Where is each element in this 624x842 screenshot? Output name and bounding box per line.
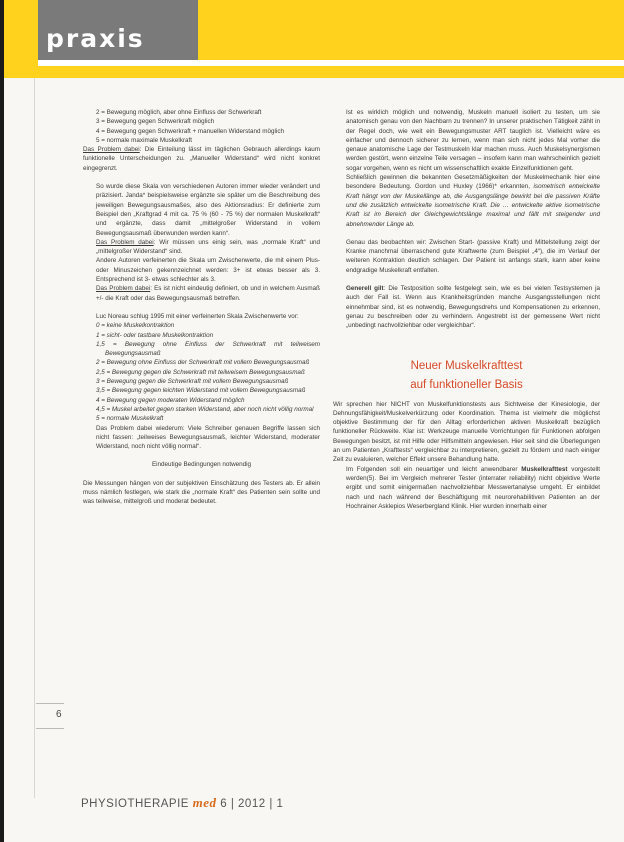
scale-item: 5 = normale maximale Muskelkraft [96,136,193,144]
scan-edge [0,0,4,842]
problem-label: Das Problem dabei [96,285,151,293]
noreau-item: 3 = Bewegung gegen die Schwerkraft mit vollem Bewegungsausmaß [96,378,289,386]
noreau-item: 2,5 = Bewegung gegen die Schwerkraft mit teilweisem Bewegungsausmaß [96,368,305,376]
scale-item: 3 = Bewegung gegen Schwerkraft möglich [96,118,215,126]
body-paragraph: Die Messungen hängen von der subjektiven Einschätzung des Testers ab. Er allein muss nämlich festlegen, wie stark die „normale Kraft“ des Patienten sein sollte und was teilweise, mittelgroß und moderat bedeutet. [83,479,320,506]
problem-text: : Es ist nicht eindeutig definiert, ob und in welchem Ausmaß +/- die Kraft oder das Bewegungsausmaß betreffen. [96,285,320,302]
noreau-item: 3,5 = Bewegung gegen leichten Widerstand mit vollem Bewegungsausmaß [96,387,306,395]
body-paragraph: Das Problem dabei wiederum: Viele Schreiber genauen Begriffe lassen sich nicht fassen: „teilweises Bewegungsausmaß, leichter Widerstand, moderater Widerstand, noch nicht völlig normal“. [96,424,320,451]
issue-info: 6 | 2012 | 1 [220,798,284,810]
paragraph-text: vorgestellt werden(5). Bei im Vergleich mehrerer Tester (interrater reliability) nicht objektive Werte ergibt und somit einigermaßen nachvollziehbar Messwertanalyse umgeht. Er einbildet nach und nach während der Beschäftigung mit neurorehabilitiven Patienten an der Hochrainer Asklepios Weserbergland Klinik. Hier wurden innerhalb einer [346,465,600,510]
noreau-item: 5 = normale Muskelkraft [96,415,164,423]
paragraph-text: : Die Testposition sollte festgelegt sein, wie es bei vielen Testsystemen ja auch der Fall ist. Wenn aus Krankheitsgründen manche Ausgangsstellungen nicht einnehmbar sind, ist es notwendig, Bewegungsdrehs und Kompensationen zu erkennen, genau zu beschreiben oder zu verhindern. Angestrebt ist der gemessene Wert nicht „unbedingt nachvollziehbar oder vergleichbar“. [346,285,600,330]
header-divider [38,60,624,66]
problem-paragraph [83,284,320,303]
body-paragraph: Wir sprechen hier NICHT von Muskelfunktionstests aus Sichtweise der Kinesiologie, der Dehnungsfähigkeit/Muskelverkürzung oder Koordination. Thema ist vielmehr die möglichst objektive Bestimmung der für den Alltag erforderlichen aktiven Muskelkraft bezüglich funktioneller Rückweite. Klar ist: Werkzeuge manuelle Vorrichtungen für Funktionen abfolgen Bewegungen besitzt, ist mit Hilfe oder Hilfsmitteln angewiesen. Hier seit sind die Überlegungen an um Patienten „Krafttests“ vergleichbar zu interpretieren, gezielt zu fördern und nach einiger Zeit zu evaluieren, welcher Effekt unsere Behandlung hatte. [333,400,600,464]
scale-item: 2 = Bewegung möglich, aber ohne Einfluss der Schwerkraft [96,109,262,116]
left-column [83,108,320,507]
body-paragraph: Genau das beobachten wir: Zwischen Start- (passive Kraft) und Mittelstellung zeigt der Kranke manchmal überraschend gute Kraftwerte (zum Beispiel „4“), die im Verlauf der weiteren Kontraktion deutlich schlagen. Der Patient ist anfangs stark, kann aber keine endgradige Muskelkraft entfalten. [346,238,600,274]
body-paragraph [333,284,600,330]
section-heading-line-1: Neuer Muskelkrafttest [410,359,523,372]
problem-paragraph [83,145,320,173]
problem-paragraph [83,238,320,257]
body-paragraph: Luc Noreau schlug 1995 mit einer verfeinerten Skala Zwischenwerte vor: [96,312,299,320]
section-heading-line-2: auf funktioneller Basis [410,378,523,391]
right-column [333,108,600,511]
body-paragraph [333,465,600,511]
footer [81,795,283,811]
body-paragraph [333,173,600,229]
paragraph-text: Im Folgenden soll ein neuartiger und leicht anwendbarer [346,465,522,473]
problem-text: : Wir müssen uns einig sein, was „normale Kraft“ und „mittelgroßer Widerstand“ sind. [96,238,321,256]
problem-label: Das Problem dabei [83,146,140,154]
body-paragraph: Ist es wirklich möglich und notwendig, Muskeln manuell isoliert zu testen, um sie anatomisch genau von den Nachbarn zu trennen? In unserer praktischen Tätigkeit zählt in der Regel doch, wie weit ein Bewegungsmuster ART tauglich ist. Vielleicht wäre es einfacher und dennoch sicherer zu lernen, wenn man sich nicht jedes Mal vorher die genaue anatomische Lage der Testmuskeln klar machen muss. Auch Muskelsynergismen werden gestört, wenn einzelne Teile versagen – insofern kann man wahrscheinlich gezielt sogar vorgehen, wenn es nicht um wissenschaftlich exakte Einzelfunktionen geht. [346,109,600,172]
problem-text: : Die Einteilung lässt im täglichen Gebrauch allerdings kaum funktionelle Unterscheidungen zu. „Manueller Widerstand“ wird nicht konkret eingegrenzt. [83,146,320,172]
margin-rule [34,78,35,798]
generell-label: Generell gilt [346,285,384,293]
noreau-item: 0 = keine Muskelkontraktion [96,322,175,330]
bold-term: Muskelkrafttest [521,465,568,473]
quoted-text: isometrisch entwickelte Kraft hängt von der Muskellänge ab, die Ausgangslänge bewirkt bei die passiven Kräfte und die zusätzlich entwickelte isometrische Kraft. Die … entwickelte aktive isometrische Kraft ist im Bereich der Gleichgewichtslänge maximal und fällt mit steigender und abnehmender Länge ab. [346,183,600,228]
page-number: 6 [56,709,62,720]
section-title: praxis [46,24,145,53]
noreau-item: 1,5 = Bewegung ohne Einfluss der Schwerkraft mit teilweisem Bewegungsausmaß [96,340,320,358]
body-paragraph: So wurde diese Skala von verschiedenen Autoren immer wieder verändert und präzisiert. Janda* beispielsweise ergänzte sie später um die Beschreibung des jeweiligen Bewegungsausmaßes, also des Aktionsradius: Er definierte zum Beispiel den „Kraftgrad 4 mit ca. 75 % (60 - 75 %) der normalen Muskelkraft“ und ergänzte, dass damit „mittelgroßer Widerstand in vollem Bewegungsausmaß überwunden werden kann“. [96,183,320,237]
subheading: Eindeutige Bedingungen notwendig [151,461,252,469]
noreau-item: 4 = Bewegung gegen moderaten Widerstand möglich [96,396,245,404]
noreau-item: 4,5 = Muskel arbeitet gegen starken Widerstand, aber noch nicht völlig normal [96,405,314,413]
body-paragraph: Andere Autoren verfeinerten die Skala um Zwischenwerte, die mit einem Plus- oder Minuszeichen gekennzeichnet werden: 3+ ist etwas besser als 3. Entsprechend ist 3- etwas schlechter als 3. [96,257,320,284]
noreau-item: 2 = Bewegung ohne Einfluss der Schwerkraft mit vollem Bewegungsausmaß [96,359,310,367]
journal-suffix: med [192,795,217,810]
paragraph-text: Schließlich gewinnen die bekannten Gesetzmäßigkeiten der Muskelmechanik hier eine besondere Bedeutung. Gordon und Huxley (1966)* erkannten, [346,174,600,191]
scale-item: 4 = Bewegung gegen Schwerkraft + manuellen Widerstand möglich [96,127,284,135]
journal-name: PHYSIOTHERAPIE [81,798,189,810]
noreau-item: 1 = sicht- oder tastbare Muskelkontraktion [96,331,214,339]
problem-label: Das Problem dabei [96,238,154,246]
